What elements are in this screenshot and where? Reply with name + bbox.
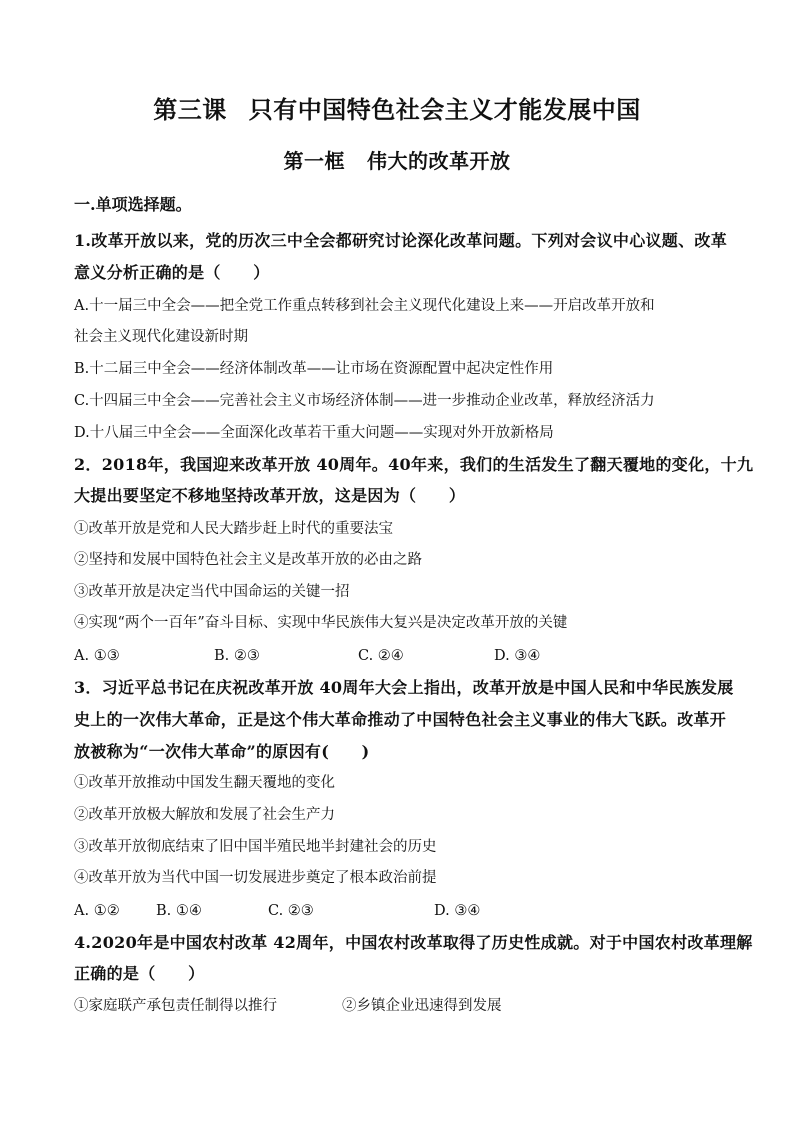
- question-2-choice-d: D. ③④: [494, 648, 541, 664]
- question-3-stem-line-2: 史上的一次伟大革命，正是这个伟大革命推动了中国特色社会主义事业的伟大飞跃。改革开: [74, 710, 727, 729]
- question-2-choice-a: A. ①③: [74, 648, 120, 664]
- question-1-stem-line-1: 1.改革开放以来，党的历次三中全会都研究讨论深化改革问题。下列对会议中心议题、改革: [74, 231, 728, 250]
- question-4-statements: [74, 995, 502, 1017]
- question-1-option-a-line-2: 社会主义现代化建设新时期: [74, 329, 248, 345]
- question-3-statement-4: ④改革开放为当代中国一切发展进步奠定了根本政治前提: [74, 870, 437, 886]
- question-2-stem-line-2: 大提出要坚定不移地坚持改革开放，这是因为（ ）: [74, 486, 466, 505]
- question-1-option-b: B.十二届三中全会——经济体制改革——让市场在资源配置中起决定性作用: [74, 361, 554, 377]
- question-3-statement-3: ③改革开放彻底结束了旧中国半殖民地半封建社会的历史: [74, 839, 437, 855]
- question-3-stem-line-1: 3．习近平总书记在庆祝改革开放 40周年大会上指出，改革开放是中国人民和中华民族发展: [74, 678, 734, 697]
- question-3-choice-c: C. ②③: [268, 903, 314, 919]
- question-3-statement-1: ①改革开放推动中国发生翻天覆地的变化: [74, 775, 335, 791]
- question-4-statement-2: ②乡镇企业迅速得到发展: [342, 998, 502, 1014]
- question-2-statement-3: ③改革开放是决定当代中国命运的关键一招: [74, 584, 350, 600]
- question-3-statement-2: ②改革开放极大解放和发展了社会生产力: [74, 807, 335, 823]
- question-4-stem-line-1: 4.2020年是中国农村改革 42周年，中国农村改革取得了历史性成就。对于中国农村改革理解: [74, 933, 753, 952]
- question-1-option-a-line-1: A.十一届三中全会——把全党工作重点转移到社会主义现代化建设上来——开启改革开放和: [74, 298, 655, 314]
- lesson-title: [0, 94, 794, 126]
- lesson-number: 第三课: [153, 95, 227, 124]
- question-3-choice-d: D. ③④: [434, 903, 481, 919]
- frame-title: [0, 147, 794, 175]
- question-3-choice-b: B. ①④: [156, 903, 202, 919]
- frame-number: 第一框: [283, 149, 345, 173]
- section-heading: 一.单项选择题。: [74, 195, 192, 214]
- lesson-name: 只有中国特色社会主义才能发展中国: [248, 95, 641, 124]
- question-2-stem-line-1: 2．2018年，我国迎来改革开放 40周年。40年来，我们的生活发生了翻天覆地的变化，十九: [74, 455, 754, 474]
- question-1-option-c: C.十四届三中全会——完善社会主义市场经济体制——进一步推动企业改革，释放经济活力: [74, 393, 655, 409]
- question-4-stem-line-2: 正确的是（ ）: [74, 964, 205, 983]
- question-2-choices: [74, 645, 540, 667]
- question-1-option-d: D.十八届三中全会——全面深化改革若干重大问题——实现对外开放新格局: [74, 425, 554, 441]
- frame-name: 伟大的改革开放: [367, 149, 511, 173]
- question-4-statement-1: ①家庭联产承包责任制得以推行: [74, 998, 277, 1014]
- question-2-statement-1: ①改革开放是党和人民大踏步赶上时代的重要法宝: [74, 521, 393, 537]
- question-1-stem-line-2: 意义分析正确的是（ ）: [74, 263, 270, 282]
- question-2-statement-2: ②坚持和发展中国特色社会主义是改革开放的必由之路: [74, 552, 422, 568]
- question-2-choice-b: B. ②③: [214, 648, 260, 664]
- question-3-choices: [74, 900, 480, 922]
- question-3-choice-a: A. ①②: [74, 903, 120, 919]
- question-2-statement-4: ④实现“两个一百年”奋斗目标、实现中华民族伟大复兴是决定改革开放的关键: [74, 615, 568, 631]
- question-2-choice-c: C. ②④: [358, 648, 404, 664]
- question-3-stem-line-3: 放被称为“一次伟大革命”的原因有( ): [74, 742, 370, 761]
